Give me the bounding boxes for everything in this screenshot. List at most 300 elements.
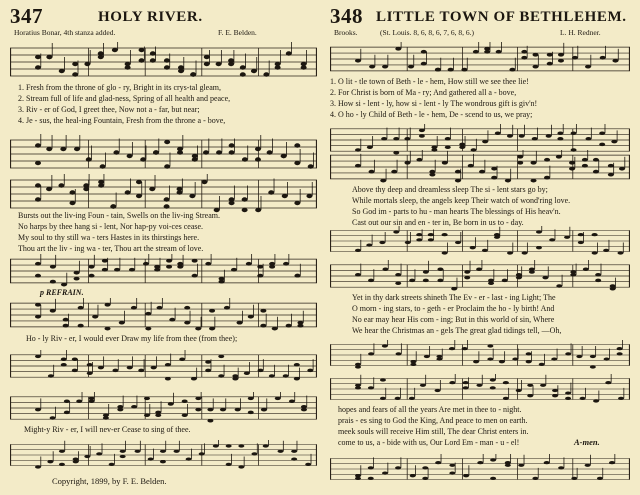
notehead — [69, 190, 75, 194]
notehead — [136, 194, 142, 198]
notehead — [488, 281, 494, 285]
notehead — [87, 363, 93, 367]
notehead — [139, 58, 145, 62]
notehead — [63, 324, 69, 328]
notehead — [139, 48, 145, 52]
notehead — [184, 321, 190, 325]
notehead — [60, 147, 66, 151]
author-credit: Horatius Bonar, 4th stanza added. — [14, 28, 116, 37]
notehead — [35, 274, 41, 278]
notehead — [119, 321, 125, 325]
notehead — [61, 357, 67, 361]
notehead — [151, 366, 157, 370]
notehead — [544, 176, 550, 180]
notehead — [251, 69, 257, 73]
notehead — [272, 327, 278, 331]
notehead — [557, 131, 563, 135]
notehead — [449, 347, 455, 350]
notehead — [255, 147, 261, 151]
notehead — [382, 267, 388, 271]
notehead — [617, 352, 623, 355]
notehead — [593, 399, 599, 402]
notehead — [569, 161, 575, 165]
notehead — [419, 129, 425, 133]
notehead — [556, 284, 562, 288]
notehead — [179, 357, 185, 361]
notehead — [186, 457, 192, 460]
notehead — [612, 59, 618, 63]
notehead — [546, 134, 552, 138]
notehead — [449, 381, 455, 384]
notehead — [442, 251, 448, 254]
notehead — [207, 408, 213, 412]
notehead — [59, 450, 65, 453]
notehead — [154, 265, 160, 269]
notehead — [423, 279, 429, 283]
notehead — [205, 369, 211, 373]
notehead — [205, 360, 211, 364]
notehead — [521, 56, 527, 60]
notehead — [153, 150, 159, 154]
notehead — [165, 363, 171, 367]
notehead — [409, 279, 415, 283]
notehead — [409, 397, 415, 400]
notehead — [496, 50, 502, 54]
notehead — [102, 259, 108, 263]
notehead — [289, 399, 295, 403]
notehead — [160, 460, 166, 463]
notehead — [410, 363, 416, 366]
notehead — [564, 236, 570, 239]
notehead — [195, 408, 201, 412]
notehead — [89, 397, 95, 401]
bass-staff — [10, 350, 317, 382]
verse-line: 4. O ho - ly Child of Beth - le - hem, De - scend to us, we pray; — [330, 110, 533, 119]
notehead — [482, 140, 488, 144]
notehead — [549, 238, 555, 241]
notehead — [507, 251, 513, 254]
bass-system-4 — [330, 454, 630, 490]
notehead — [416, 233, 422, 236]
notehead — [182, 399, 188, 403]
notehead — [585, 464, 591, 467]
hymn-number: 347 — [10, 4, 43, 28]
notehead — [395, 466, 401, 469]
notehead — [592, 233, 598, 236]
notehead — [246, 262, 252, 266]
notehead — [539, 363, 545, 366]
notehead — [416, 158, 422, 162]
notehead — [295, 274, 301, 278]
notehead — [86, 157, 92, 161]
notehead — [74, 271, 80, 275]
notehead — [199, 452, 205, 455]
bass-system-4 — [10, 440, 317, 476]
notehead — [307, 369, 313, 373]
notehead — [368, 466, 374, 469]
notehead — [248, 397, 254, 401]
notehead — [220, 408, 226, 412]
notehead — [558, 59, 564, 63]
notehead — [261, 408, 267, 412]
notehead — [416, 238, 422, 241]
notehead — [557, 137, 563, 141]
notehead — [405, 241, 411, 244]
notehead — [619, 167, 625, 171]
verse-line: prais - es sing to God the King, And peace to men on earth. — [338, 416, 528, 425]
notehead — [551, 357, 557, 360]
notehead — [294, 377, 300, 381]
notehead — [355, 249, 361, 252]
notehead — [72, 357, 78, 361]
bass-staff — [330, 226, 630, 256]
notehead — [84, 455, 90, 458]
notehead — [572, 56, 578, 60]
notehead — [46, 55, 52, 59]
notehead — [477, 461, 483, 464]
notehead — [605, 381, 611, 384]
verse-line: Bursts out the liv-ing Foun - tain, Swells on the liv-ing Stream. — [18, 211, 220, 220]
notehead — [166, 265, 172, 269]
notehead — [269, 374, 275, 378]
tune-meter: (St. Louis. 8, 6, 8, 6, 7, 6, 8, 6.) — [380, 28, 474, 37]
hymn-347-header — [10, 4, 317, 28]
notehead — [518, 464, 524, 467]
notehead — [218, 374, 224, 378]
notehead — [468, 164, 474, 168]
treble-staff — [10, 392, 317, 424]
notehead — [87, 371, 93, 375]
notehead — [229, 150, 235, 154]
hymn-348-header — [330, 4, 630, 28]
notehead — [544, 158, 550, 162]
notehead — [571, 477, 577, 480]
notehead — [291, 457, 297, 460]
notehead — [576, 355, 582, 358]
bass-staff — [10, 440, 317, 470]
notehead — [582, 164, 588, 168]
notehead — [507, 134, 513, 138]
hymn-title: LITTLE TOWN OF BETHLEHEM. — [376, 9, 627, 25]
notehead — [436, 355, 442, 358]
notehead — [205, 262, 211, 266]
notehead — [229, 143, 235, 147]
notehead — [191, 377, 197, 381]
notehead — [224, 306, 230, 310]
notehead — [35, 465, 41, 468]
notehead — [255, 208, 261, 212]
notehead — [487, 344, 493, 347]
notehead — [237, 321, 243, 325]
notehead — [404, 161, 410, 165]
notehead — [103, 416, 109, 420]
notehead — [435, 389, 441, 392]
notehead — [380, 378, 386, 381]
notehead — [442, 161, 448, 165]
notehead — [435, 68, 441, 72]
notehead — [204, 62, 210, 66]
notehead — [74, 147, 80, 151]
notehead — [597, 477, 603, 480]
notehead — [521, 50, 527, 54]
notehead — [281, 154, 287, 158]
notehead — [381, 137, 387, 141]
notehead — [544, 461, 550, 464]
notehead — [166, 259, 172, 263]
author-credit: Brooks. — [334, 28, 358, 37]
notehead — [120, 450, 126, 453]
hymn-title: HOLY RIVER. — [98, 9, 203, 25]
notehead — [519, 134, 525, 138]
treble-staff — [330, 374, 630, 404]
notehead — [505, 464, 511, 467]
notehead — [157, 306, 163, 310]
verse-line: Cast out our sin and en - ter in, Be born in us to - day. — [352, 218, 524, 227]
notehead — [610, 284, 616, 288]
notehead — [491, 167, 497, 171]
notehead — [203, 150, 209, 154]
notehead — [593, 158, 599, 162]
notehead — [69, 201, 75, 205]
notehead — [599, 143, 605, 147]
notehead — [382, 65, 388, 69]
notehead — [494, 233, 500, 236]
bass-staff — [330, 454, 630, 484]
verse-line: Yet in thy dark streets shineth The Ev - er - last - ing Light; The — [352, 293, 556, 302]
bass-staff — [330, 340, 630, 370]
notehead — [184, 306, 190, 310]
notehead — [449, 471, 455, 474]
notehead — [533, 65, 539, 69]
notehead — [248, 411, 254, 415]
notehead — [490, 378, 496, 381]
notehead — [604, 357, 610, 360]
notehead — [73, 457, 79, 460]
notehead — [408, 65, 414, 69]
treble-staff — [10, 42, 317, 82]
notehead — [590, 365, 596, 368]
verse-line: Ho - ly Riv - er, I would ever Draw my life from thee (from thee); — [26, 334, 238, 343]
notehead — [35, 161, 41, 165]
verse-block-b — [18, 210, 220, 254]
hymn-348 — [330, 4, 630, 447]
notehead — [297, 324, 303, 328]
notehead — [355, 365, 361, 368]
notehead — [286, 51, 292, 55]
notehead — [63, 318, 69, 322]
notehead — [517, 161, 523, 165]
notehead — [552, 389, 558, 392]
notehead — [531, 161, 537, 165]
notehead — [611, 140, 617, 144]
notehead — [145, 327, 151, 331]
notehead — [393, 230, 399, 233]
notehead — [127, 154, 133, 158]
notehead — [35, 143, 41, 147]
notehead — [490, 458, 496, 461]
verse-block-d — [338, 404, 528, 448]
verse-line: Above thy deep and dreamless sleep The si - lent stars go by; — [352, 185, 548, 194]
notehead — [368, 477, 374, 480]
notehead — [609, 461, 615, 464]
copyright-notice: Copyright, 1899, by F. E. Belden. — [52, 476, 167, 486]
notehead — [275, 65, 281, 69]
notehead — [89, 274, 95, 278]
notehead — [112, 48, 118, 52]
notehead — [455, 179, 461, 183]
notehead — [255, 157, 261, 161]
notehead — [58, 183, 64, 187]
notehead — [150, 58, 156, 62]
notehead — [428, 238, 434, 241]
notehead — [552, 394, 558, 397]
notehead — [421, 50, 427, 54]
hymn-credits — [10, 28, 317, 40]
notehead — [558, 53, 564, 57]
notehead — [420, 384, 426, 387]
notehead — [459, 143, 465, 147]
refrain-system-1 — [10, 298, 317, 350]
notehead — [35, 55, 41, 59]
notehead — [59, 69, 65, 73]
notehead — [127, 366, 133, 370]
notehead — [148, 457, 154, 460]
notehead — [46, 147, 52, 151]
notehead — [419, 134, 425, 138]
verse-line: come to us, a - bide with us, Our Lord Em - man - u - el! — [338, 438, 520, 447]
notehead — [267, 150, 273, 154]
notehead — [532, 137, 538, 141]
notehead — [125, 65, 131, 69]
notehead — [190, 72, 196, 76]
notehead — [578, 241, 584, 244]
bass-system-3 — [10, 350, 317, 386]
verse-line: No ear may hear His com - ing; But in this world of sin, Where — [352, 315, 555, 324]
notehead — [410, 474, 416, 477]
notehead — [204, 55, 210, 59]
notehead — [242, 208, 248, 212]
notehead — [78, 306, 84, 310]
notehead — [131, 306, 137, 310]
notehead — [35, 183, 41, 187]
notehead — [503, 381, 509, 384]
notehead — [160, 450, 166, 453]
notehead — [291, 450, 297, 453]
verse-block-c — [352, 292, 561, 336]
notehead — [455, 241, 461, 244]
notehead — [422, 466, 428, 469]
notehead — [540, 384, 546, 387]
notehead — [35, 65, 41, 69]
notehead — [135, 450, 141, 453]
notehead — [618, 397, 624, 400]
notehead — [367, 145, 373, 149]
notehead — [257, 274, 263, 278]
notehead — [455, 170, 461, 174]
notehead — [382, 471, 388, 474]
notehead — [89, 265, 95, 269]
notehead — [368, 279, 374, 283]
notehead — [368, 386, 374, 389]
refrain-line-b — [24, 424, 191, 435]
notehead — [35, 197, 41, 201]
notehead — [278, 450, 284, 453]
notehead — [599, 131, 605, 135]
notehead — [499, 360, 505, 363]
treble-staff — [330, 42, 630, 76]
notehead — [476, 267, 482, 271]
treble-staff — [330, 260, 630, 292]
notehead — [558, 466, 564, 469]
notehead — [232, 374, 238, 378]
notehead — [238, 444, 244, 447]
amen-mark: A-men. — [574, 437, 600, 447]
bass-staff — [10, 134, 317, 174]
notehead — [536, 246, 542, 249]
refrain-label: p REFRAIN. — [40, 288, 84, 297]
notehead — [72, 369, 78, 373]
notehead — [451, 287, 457, 291]
notehead — [570, 270, 576, 274]
notehead — [437, 279, 443, 283]
notehead — [565, 352, 571, 355]
notehead — [580, 397, 586, 400]
notehead — [257, 265, 263, 269]
notehead — [533, 53, 539, 57]
notehead — [149, 187, 155, 191]
refrain-line-a — [26, 333, 237, 344]
notehead — [242, 197, 248, 201]
notehead — [380, 179, 386, 183]
notehead — [258, 369, 264, 373]
treble-staff — [330, 150, 630, 184]
notehead — [260, 324, 266, 328]
notehead — [522, 251, 528, 254]
notehead — [235, 408, 241, 412]
notehead — [391, 170, 397, 174]
notehead — [209, 309, 215, 313]
notehead — [301, 65, 307, 69]
notehead — [98, 180, 104, 184]
notehead — [503, 397, 509, 400]
notehead — [229, 201, 235, 205]
verse-line: 2. For Christ is born of Ma - ry; And gathered all a - bove, — [330, 88, 517, 97]
verse-line: 3. Riv - er of God, I greet thee, Now not a - far, but near; — [18, 105, 200, 114]
notehead — [355, 273, 361, 277]
notehead — [395, 273, 401, 277]
notehead — [242, 157, 248, 161]
verse-line: meek souls will receive Him still, The dear Christ enters in. — [338, 427, 529, 436]
notehead — [98, 366, 104, 370]
notehead — [531, 179, 537, 183]
notehead — [61, 363, 67, 367]
notehead — [209, 327, 215, 331]
notehead — [144, 397, 150, 401]
notehead — [182, 413, 188, 417]
notehead — [463, 474, 469, 477]
notehead — [366, 243, 372, 246]
music-system-1 — [330, 42, 630, 128]
notehead — [226, 444, 232, 447]
verse-line: O morn - ing stars, to - geth - er Proclaim the ho - ly birth! And — [352, 304, 555, 313]
notehead — [294, 363, 300, 367]
notehead — [125, 190, 131, 194]
notehead — [177, 187, 183, 191]
notehead — [138, 369, 144, 373]
notehead — [395, 281, 401, 285]
music-system-3 — [330, 260, 630, 346]
notehead — [608, 164, 614, 168]
